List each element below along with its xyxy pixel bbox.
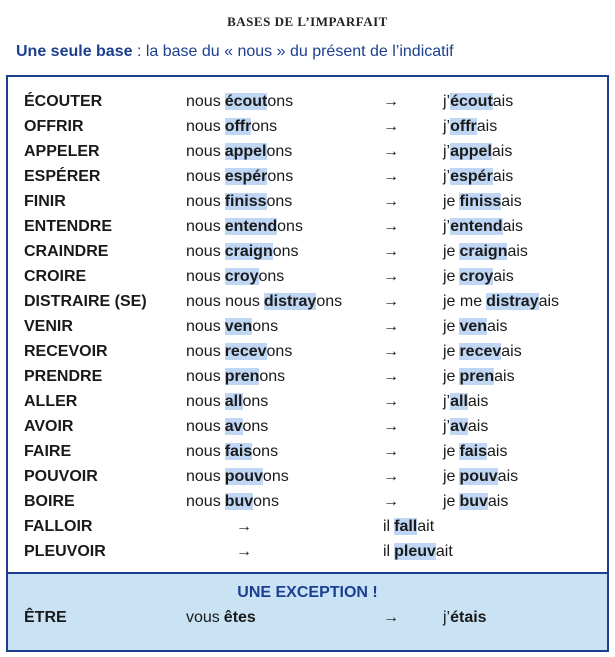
subtitle-rest: : la base du « nous » du présent de l’indicatif (132, 43, 454, 60)
pronoun: je (443, 243, 456, 260)
imperfect-stem: fais (459, 443, 488, 460)
verb-row (18, 315, 608, 340)
infinitive: POUVOIR (24, 468, 98, 485)
present-stem: all (224, 393, 243, 410)
arrow-icon: → (383, 609, 399, 626)
present-ending: ons (253, 493, 279, 510)
present-form (186, 193, 292, 211)
arrow-icon: → (383, 493, 399, 510)
pronoun: nous (186, 318, 221, 335)
pronoun: nous nous (186, 293, 260, 310)
arrow-icon: → (383, 293, 399, 310)
imperfect-ending: ais (493, 268, 514, 285)
verb-row (18, 415, 608, 440)
imperfect-form (443, 193, 522, 211)
verb-row (18, 165, 608, 190)
present-ending: ons (262, 468, 289, 485)
verb-row (18, 115, 608, 140)
pronoun: nous (186, 118, 221, 135)
imperfect-stem: pren (459, 368, 495, 385)
imperfect-form (443, 218, 523, 236)
imperfect-stem: croy (459, 268, 494, 285)
present-stem: croy (224, 268, 259, 285)
conjugation-box (6, 75, 609, 652)
imperfect-form (443, 609, 487, 627)
present-stem: distray (263, 293, 317, 310)
present-ending: ons (267, 93, 294, 110)
infinitive: ÉCOUTER (24, 93, 103, 110)
pronoun: il (383, 518, 391, 535)
verb-table (18, 90, 608, 565)
imperfect-stem: recev (459, 343, 502, 360)
present-form (186, 468, 289, 486)
imperfect-form (443, 318, 507, 336)
present-stem: écout (224, 93, 268, 110)
infinitive: PLEUVOIR (24, 543, 106, 560)
imperfect-stem: av (450, 418, 468, 435)
present-stem: fais (224, 443, 253, 460)
imperfect-stem: écout (450, 93, 493, 110)
pronoun: vous (186, 609, 220, 626)
pronoun: nous (186, 243, 221, 260)
verb-row (18, 215, 608, 240)
present-form (186, 168, 293, 186)
pronoun: nous (186, 368, 221, 385)
subtitle (16, 43, 454, 61)
present-ending: ons (272, 243, 299, 260)
present-ending: ons (316, 293, 343, 310)
imperfect-form (443, 443, 507, 461)
imperfect-stem: pleuv (394, 543, 436, 560)
pronoun: j’ (443, 168, 451, 185)
verb-row (18, 290, 608, 315)
present-ending: ons (267, 168, 294, 185)
verb-row (18, 540, 608, 565)
infinitive: FAIRE (24, 443, 72, 460)
imperfect-stem: pouv (459, 468, 498, 485)
infinitive: ÊTRE (24, 609, 67, 626)
arrow-icon: → (236, 518, 252, 535)
infinitive: APPELER (24, 143, 100, 160)
present-stem: pren (224, 368, 260, 385)
pronoun: je (443, 268, 456, 285)
pronoun: nous (186, 393, 221, 410)
exception-section (8, 572, 607, 650)
pronoun: je (443, 343, 456, 360)
imperfect-ending: ais (492, 93, 514, 110)
imperfect-stem: buv (459, 493, 488, 510)
arrow-icon: → (236, 543, 252, 560)
arrow-icon: → (383, 468, 399, 485)
pronoun: nous (186, 168, 221, 185)
infinitive: AVOIR (24, 418, 74, 435)
imperfect-ending: ais (467, 418, 489, 435)
verb-row (18, 265, 608, 290)
verb-row (18, 515, 608, 540)
imperfect-form (443, 143, 512, 161)
present-stem: êtes (223, 609, 256, 626)
verb-row (18, 490, 608, 515)
verb-row (18, 340, 608, 365)
present-form (186, 393, 268, 411)
imperfect-form (443, 343, 522, 361)
imperfect-form (443, 293, 559, 311)
present-stem: appel (224, 143, 267, 160)
verb-row (18, 465, 608, 490)
imperfect-ending: ais (494, 368, 515, 385)
imperfect-ending: ais (487, 493, 509, 510)
imperfect-form (443, 468, 518, 486)
imperfect-form (443, 393, 488, 411)
arrow-icon: → (383, 118, 399, 135)
exception-row (18, 606, 608, 631)
arrow-icon: → (383, 168, 399, 185)
verb-row (18, 90, 608, 115)
imperfect-form (383, 518, 434, 536)
pronoun: nous (186, 468, 221, 485)
imperfect-ending: ais (492, 168, 514, 185)
pronoun: nous (186, 418, 221, 435)
imperfect-stem: entend (450, 218, 503, 235)
imperfect-stem: étais (450, 609, 487, 626)
imperfect-stem: distray (486, 293, 539, 310)
pronoun: nous (186, 268, 221, 285)
arrow-icon: → (383, 368, 399, 385)
pronoun: j’ (443, 418, 451, 435)
imperfect-form (443, 168, 513, 186)
imperfect-form (443, 93, 513, 111)
imperfect-ending: ais (502, 218, 524, 235)
infinitive: ENTENDRE (24, 218, 113, 235)
arrow-icon: → (383, 143, 399, 160)
infinitive: FINIR (24, 193, 66, 210)
pronoun: j’ (443, 143, 451, 160)
pronoun: j’ (443, 393, 451, 410)
pronoun: nous (186, 443, 221, 460)
present-ending: ons (259, 368, 286, 385)
present-form (186, 609, 256, 627)
present-ending: ons (266, 343, 293, 360)
imperfect-form (443, 493, 508, 511)
page-title: BASES DE L’IMPARFAIT (227, 14, 388, 29)
present-form (186, 368, 285, 386)
imperfect-stem: all (450, 393, 468, 410)
present-form (186, 418, 268, 436)
present-form (186, 93, 293, 111)
pronoun: je (443, 193, 456, 210)
present-ending: ons (258, 268, 285, 285)
infinitive: CRAINDRE (24, 243, 109, 260)
present-ending: ons (242, 393, 269, 410)
verb-row (18, 240, 608, 265)
imperfect-stem: craign (459, 243, 508, 260)
infinitive: BOIRE (24, 493, 75, 510)
verb-row (18, 190, 608, 215)
imperfect-ending: ais (501, 343, 522, 360)
verb-row (18, 140, 608, 165)
imperfect-ending: ait (417, 518, 435, 535)
pronoun: j’ (443, 609, 451, 626)
imperfect-stem: fall (394, 518, 418, 535)
pronoun: je (443, 493, 456, 510)
subtitle-bold: Une seule base (16, 43, 133, 60)
pronoun: je (443, 318, 456, 335)
present-form (186, 243, 299, 261)
arrow-icon: → (383, 268, 399, 285)
infinitive: FALLOIR (24, 518, 93, 535)
present-ending: ons (242, 418, 269, 435)
pronoun: nous (186, 193, 221, 210)
imperfect-ending: ais (467, 393, 489, 410)
present-form (186, 218, 303, 236)
arrow-icon: → (383, 243, 399, 260)
present-form (186, 143, 292, 161)
imperfect-ending: ait (435, 543, 453, 560)
imperfect-form (383, 543, 453, 561)
present-stem: ven (224, 318, 253, 335)
infinitive: VENIR (24, 318, 73, 335)
imperfect-stem: espér (450, 168, 493, 185)
imperfect-stem: ven (459, 318, 488, 335)
infinitive: RECEVOIR (24, 343, 108, 360)
infinitive: ESPÉRER (24, 168, 101, 185)
pronoun: j’ (443, 218, 451, 235)
imperfect-stem: finiss (459, 193, 502, 210)
pronoun: nous (186, 343, 221, 360)
imperfect-form (443, 368, 515, 386)
pronoun: il (383, 543, 391, 560)
present-ending: ons (252, 443, 279, 460)
pronoun: nous (186, 143, 221, 160)
arrow-icon: → (383, 393, 399, 410)
pronoun: nous (186, 93, 221, 110)
imperfect-stem: offr (450, 118, 477, 135)
imperfect-stem: appel (450, 143, 492, 160)
imperfect-ending: ais (487, 318, 508, 335)
pronoun: je (443, 468, 456, 485)
arrow-icon: → (383, 318, 399, 335)
present-ending: ons (277, 218, 303, 235)
present-form (186, 493, 279, 511)
present-stem: offr (224, 118, 252, 135)
imperfect-form (443, 118, 497, 136)
pronoun: j’ (443, 93, 451, 110)
imperfect-form (443, 243, 528, 261)
infinitive: OFFRIR (24, 118, 84, 135)
arrow-icon: → (383, 93, 399, 110)
arrow-icon: → (383, 418, 399, 435)
pronoun: nous (186, 493, 221, 510)
verb-row (18, 365, 608, 390)
imperfect-ending: ais (476, 118, 498, 135)
present-ending: ons (251, 118, 278, 135)
pronoun: nous (186, 218, 221, 235)
present-form (186, 293, 342, 311)
present-form (186, 343, 292, 361)
pronoun: je me (443, 293, 483, 310)
verb-row (18, 390, 608, 415)
present-form (186, 443, 278, 461)
present-stem: entend (224, 218, 278, 235)
present-stem: pouv (224, 468, 263, 485)
exception-title: UNE EXCEPTION ! (237, 584, 378, 601)
imperfect-form (443, 268, 514, 286)
present-ending: ons (252, 318, 279, 335)
imperfect-ending: ais (491, 143, 513, 160)
present-stem: recev (224, 343, 267, 360)
infinitive: DISTRAIRE (SE) (24, 293, 147, 310)
pronoun: j’ (443, 118, 451, 135)
present-form (186, 268, 284, 286)
present-form (186, 318, 278, 336)
infinitive: PRENDRE (24, 368, 103, 385)
arrow-icon: → (383, 443, 399, 460)
arrow-icon: → (383, 343, 399, 360)
arrow-icon: → (383, 193, 399, 210)
imperfect-ending: ais (501, 193, 522, 210)
present-stem: av (224, 418, 243, 435)
imperfect-form (443, 418, 488, 436)
imperfect-ending: ais (497, 468, 519, 485)
imperfect-ending: ais (487, 443, 508, 460)
present-stem: craign (224, 243, 273, 260)
present-stem: espér (224, 168, 268, 185)
infinitive: CROIRE (24, 268, 87, 285)
infinitive: ALLER (24, 393, 78, 410)
pronoun: je (443, 443, 456, 460)
present-stem: finiss (224, 193, 267, 210)
verb-row (18, 440, 608, 465)
present-form (186, 118, 277, 136)
present-ending: ons (266, 143, 293, 160)
imperfect-ending: ais (538, 293, 560, 310)
pronoun: je (443, 368, 456, 385)
present-stem: buv (224, 493, 254, 510)
present-ending: ons (266, 193, 293, 210)
imperfect-ending: ais (507, 243, 528, 260)
arrow-icon: → (383, 218, 399, 235)
